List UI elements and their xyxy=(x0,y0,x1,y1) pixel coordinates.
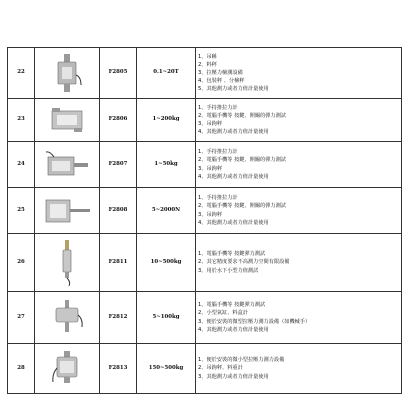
application-item: 1、手持推拉力計 xyxy=(198,104,238,111)
application-item: 2、電腦手機等 按鍵、開關的彈力測試 xyxy=(198,157,286,164)
applications-list xyxy=(196,48,402,99)
application-item: 5、其他測力或者力值計量使用 xyxy=(198,86,269,93)
capacity-range: 5~2000N xyxy=(137,188,196,234)
row-number: 28 xyxy=(8,344,35,394)
s-type-load-cell-icon xyxy=(52,53,82,93)
row-number: 22 xyxy=(8,48,35,99)
application-item: 1、電腦手機等 按鍵彈力測試 xyxy=(198,302,266,309)
application-item: 4、其他測力或者力值計量使用 xyxy=(198,173,269,180)
application-item: 4、其他測力或者力值計量使用 xyxy=(198,326,269,333)
application-item: 4、其他測力或者力值計量使用 xyxy=(198,129,269,136)
model-number: F2811 xyxy=(100,234,137,292)
applications-list xyxy=(196,99,402,142)
application-item: 1、電腦手機等 按鍵彈力測試 xyxy=(198,251,266,258)
capacity-range: 5~100kg xyxy=(137,292,196,344)
table-row xyxy=(8,48,402,99)
application-item: 1、手持推拉力計 xyxy=(198,149,238,156)
application-item: 3、吊鉤秤 xyxy=(198,211,223,218)
model-number: F2807 xyxy=(100,142,137,188)
application-item: 3、拉壓力檢測設備 xyxy=(198,69,243,76)
row-number: 25 xyxy=(8,188,35,234)
capacity-range: 1~50kg xyxy=(137,142,196,188)
capacity-range: 10~500kg xyxy=(137,234,196,292)
application-item: 1、吊稱 xyxy=(198,53,217,60)
applications-list xyxy=(196,142,402,188)
application-item: 2、電腦手機等 按鍵、開關的彈力測試 xyxy=(198,112,286,119)
model-number: F2813 xyxy=(100,344,137,394)
row-number: 26 xyxy=(8,234,35,292)
push-pull-sensor-icon xyxy=(44,150,90,180)
table-row xyxy=(8,99,402,142)
application-item: 4、包裝秤 、分檢秤 xyxy=(198,78,245,85)
model-number: F2812 xyxy=(100,292,137,344)
application-item: 2、料秤 xyxy=(198,61,217,68)
column-load-cell-icon xyxy=(57,239,77,287)
s-type-mini-load-cell-icon xyxy=(47,106,87,134)
application-item: 3、其他測力或者力值計量使用 xyxy=(198,373,269,380)
push-pull-sensor-rod-icon xyxy=(42,195,92,227)
application-item: 3、吊鉤秤 xyxy=(198,121,223,127)
capacity-range: 150~500kg xyxy=(137,344,196,394)
application-item: 2、其它精度要求不高測力空間有限設備 xyxy=(198,259,290,266)
table-row xyxy=(8,292,402,344)
row-number: 24 xyxy=(8,142,35,188)
application-item: 3、吊鉤秤 xyxy=(198,165,223,172)
application-item: 4、其他測力或者力值計量使用 xyxy=(198,219,269,226)
table-row xyxy=(8,344,402,394)
model-number: F2806 xyxy=(100,99,137,142)
application-item: 2、電腦手機等 按鍵、開關的彈力測試 xyxy=(198,203,286,210)
model-number: F2808 xyxy=(100,188,137,234)
capacity-range: 0.1~20T xyxy=(137,48,196,99)
model-number: F2805 xyxy=(100,48,137,99)
application-item: 3、用於水下小型力值測試 xyxy=(198,267,259,274)
product-spec-table xyxy=(7,47,402,394)
application-item: 2、小型氣缸、料盒計 xyxy=(198,310,248,317)
application-item: 2、吊鉤秤、料重計 xyxy=(198,365,243,372)
mini-compression-load-cell-icon xyxy=(50,350,84,388)
application-item: 1、手持推拉力計 xyxy=(198,195,238,202)
table-row xyxy=(8,188,402,234)
row-number: 27 xyxy=(8,292,35,344)
table-row xyxy=(8,142,402,188)
miniature-load-cell-icon xyxy=(50,299,84,337)
table-row xyxy=(8,234,402,292)
application-item: 3、便於安裝的微型拉壓力測力設備（如機械手） xyxy=(198,318,311,325)
applications-list xyxy=(196,344,402,394)
applications-list xyxy=(196,188,402,234)
applications-list xyxy=(196,234,402,292)
row-number: 23 xyxy=(8,99,35,142)
application-item: 1、便於安裝的微小型拉壓力測力設備 xyxy=(198,357,285,364)
applications-list xyxy=(196,292,402,344)
capacity-range: 1~200kg xyxy=(137,99,196,142)
